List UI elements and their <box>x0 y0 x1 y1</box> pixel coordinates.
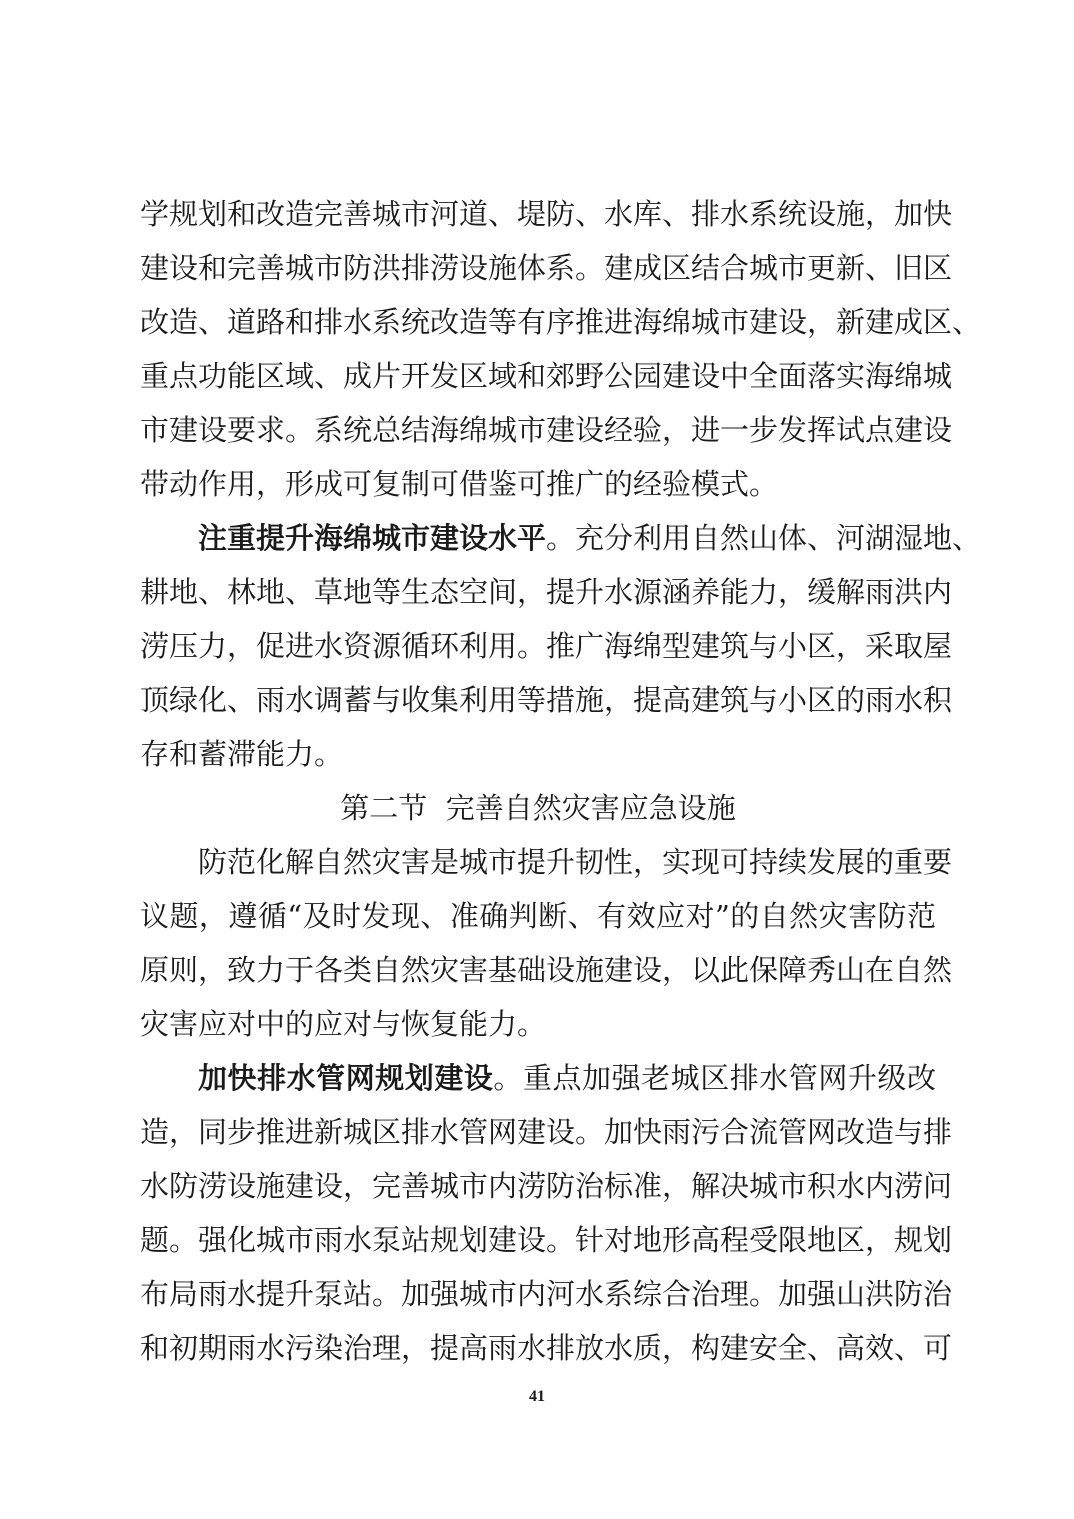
text-line: 存和蓄滞能力。 <box>140 737 344 771</box>
document-body <box>140 187 982 1375</box>
paragraph-drainage-network <box>140 1051 953 1375</box>
text-line <box>140 511 982 565</box>
paragraph-lead-bold: 注重提升海绵城市建设水平 <box>198 521 547 555</box>
paragraph-lead-rest: 。重点加强老城区排水管网升级改 <box>493 1061 936 1095</box>
text-line: 市建设要求。系统总结海绵城市建设经验，进一步发挥试点建设 <box>140 413 953 447</box>
text-line <box>140 1051 936 1105</box>
paragraph-sponge-city <box>140 511 982 781</box>
paragraph-lead-bold: 加快排水管网规划建设 <box>198 1061 494 1095</box>
text-line: 顶绿化、雨水调蓄与收集利用等措施，提高建筑与小区的雨水积 <box>140 683 953 717</box>
section-heading: 第二节 完善自然灾害应急设施 <box>340 791 736 825</box>
text-line: 布局雨水提升泵站。加强城市内河水系综合治理。加强山洪防治 <box>140 1277 953 1311</box>
text-line: 题。强化城市雨水泵站规划建设。针对地形高程受限地区，规划 <box>140 1223 953 1257</box>
text-line: 耕地、林地、草地等生态空间，提升水源涵养能力，缓解雨洪内 <box>140 575 953 609</box>
text-line: 和初期雨水污染治理，提高雨水排放水质，构建安全、高效、可 <box>140 1331 953 1365</box>
paragraph-disaster-prevention <box>140 835 953 1051</box>
text-line: 防范化解自然灾害是城市提升韧性，实现可持续发展的重要 <box>198 845 953 879</box>
text-line: 学规划和改造完善城市河道、堤防、水库、排水系统设施，加快 <box>140 197 953 231</box>
text-line: 议题，遵循“及时发现、准确判断、有效应对”的自然灾害防范 <box>140 899 936 933</box>
paragraph-lead-rest: 。充分利用自然山体、河湖湿地、 <box>546 521 982 555</box>
text-line: 原则，致力于各类自然灾害基础设施建设，以此保障秀山在自然 <box>140 953 953 987</box>
text-line: 重点功能区域、成片开发区域和郊野公园建设中全面落实海绵城 <box>140 359 953 393</box>
paragraph-continuation <box>140 187 982 511</box>
text-line: 灾害应对中的应对与恢复能力。 <box>140 1007 547 1041</box>
text-line: 涝压力，促进水资源循环利用。推广海绵型建筑与小区，采取屋 <box>140 629 953 663</box>
page-number: 41 <box>529 1388 545 1405</box>
text-line: 带动作用，形成可复制可借鉴可推广的经验模式。 <box>140 467 779 501</box>
text-line: 建设和完善城市防洪排涝设施体系。建成区结合城市更新、旧区 <box>140 251 953 285</box>
text-line: 水防涝设施建设，完善城市内涝防治标准，解决城市积水内涝问 <box>140 1169 953 1203</box>
text-line: 改造、道路和排水系统改造等有序推进海绵城市建设，新建成区、 <box>140 305 982 339</box>
text-line: 造，同步推进新城区排水管网建设。加快雨污合流管网改造与排 <box>140 1115 953 1149</box>
